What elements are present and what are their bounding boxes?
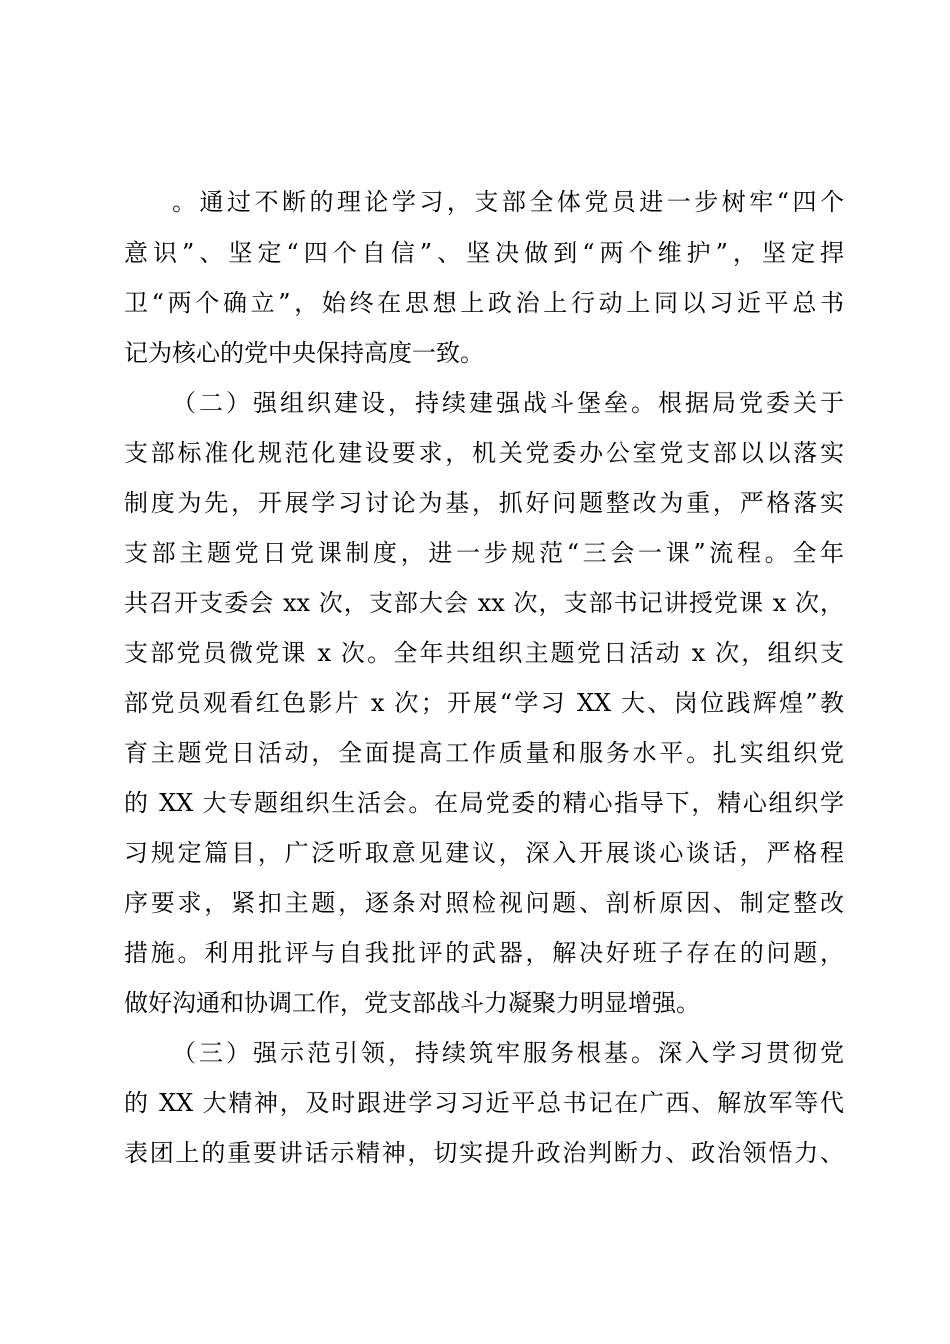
- text-line: 制度为先，开展学习讨论为基，抓好问题整改为重，严格落实: [124, 489, 844, 517]
- text-line: 措施。利用批评与自我批评的武器，解决好班子存在的问题，: [124, 939, 844, 967]
- section-heading-line: （三）强示范引领，持续筑牢服务根基。深入学习贯彻党: [172, 1039, 844, 1067]
- text-line: 意识”、坚定“四个自信”、坚决做到“两个维护”，坚定捍: [124, 239, 844, 267]
- text-line: 做好沟通和协调工作，党支部战斗力凝聚力明显增强。: [124, 989, 700, 1017]
- text-line: 习规定篇目，广泛听取意见建议，深入开展谈心谈话，严格程: [124, 839, 844, 867]
- text-line: 部党员观看红色影片 x 次；开展“学习 XX 大、岗位践辉煌”教: [124, 689, 844, 717]
- text-line: 共召开支委会 xx 次，支部大会 xx 次，支部书记讲授党课 x 次，: [124, 589, 844, 617]
- text-line: 记为核心的党中央保持高度一致。: [124, 339, 484, 367]
- text-line: 表团上的重要讲话示精神，切实提升政治判断力、政治领悟力、: [124, 1139, 844, 1167]
- text-line: 支部标准化规范化建设要求，机关党委办公室党支部以以落实: [124, 439, 844, 467]
- section-heading-line: （二）强组织建设，持续建强战斗堡垒。根据局党委关于: [172, 389, 844, 417]
- text-line: 。通过不断的理论学习，支部全体党员进一步树牢“四个: [172, 188, 844, 216]
- text-line: 支部主题党日党课制度，进一步规范“三会一课”流程。全年: [124, 539, 844, 567]
- text-line: 支部党员微党课 x 次。全年共组织主题党日活动 x 次，组织支: [124, 639, 844, 667]
- text-line: 卫“两个确立”，始终在思想上政治上行动上同以习近平总书: [124, 289, 844, 317]
- text-line: 的 XX 大精神，及时跟进学习习近平总书记在广西、解放军等代: [124, 1089, 844, 1117]
- text-line: 的 XX 大专题组织生活会。在局党委的精心指导下，精心组织学: [124, 789, 844, 817]
- text-line: 序要求，紧扣主题，逐条对照检视问题、剖析原因、制定整改: [124, 889, 844, 917]
- text-line: 育主题党日活动，全面提高工作质量和服务水平。扎实组织党: [124, 739, 844, 767]
